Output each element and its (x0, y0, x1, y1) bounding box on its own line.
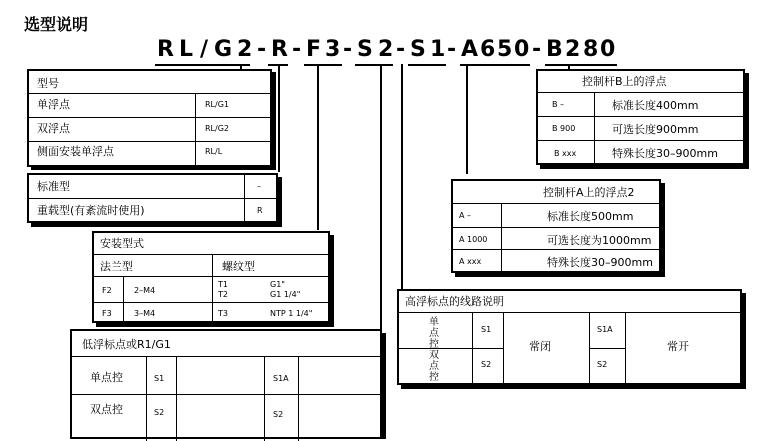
rod-b-desc: 可选长度900mm (612, 123, 699, 136)
code-char: 2 (237, 37, 253, 62)
low-c2: S2 (273, 410, 284, 419)
code-char: 5 (497, 37, 513, 62)
code-char: - (532, 37, 542, 62)
code-char: - (257, 37, 267, 62)
rod-b-desc: 标准长度400mm (612, 99, 699, 112)
high-s1a: S1A (597, 325, 613, 334)
high-s1: S1 (481, 325, 492, 334)
model-row-code: RL/L (205, 147, 223, 156)
code-char: R (271, 37, 288, 62)
thread-header: 螺纹型 (222, 260, 255, 273)
rod-b-header: 控制杆B上的浮点 (582, 75, 667, 88)
code-char: 3 (325, 37, 341, 62)
code-char: G (214, 37, 233, 62)
rod-b-desc: 特殊长度30–900mm (612, 147, 718, 160)
flange-code: F2 (102, 286, 112, 295)
code-char: 2 (378, 37, 394, 62)
type-row-code: R (257, 206, 263, 215)
code-char: - (396, 37, 406, 62)
model-row-label: 侧面安装单浮点 (37, 145, 114, 158)
high-single-label: 单点控 (429, 317, 439, 350)
model-row-code: RL/G2 (205, 124, 229, 133)
code-char: 0 (514, 37, 530, 62)
code-char: 2 (565, 37, 581, 62)
code-char: L (179, 37, 194, 62)
high-nc: 常闭 (529, 340, 551, 353)
thread-value: G1" G1 1/4" (270, 280, 301, 299)
low-row-label: 单点控 (90, 371, 123, 384)
flange-value: 3–M4 (134, 309, 156, 318)
thread-code: T1 T2 (218, 280, 228, 299)
rod-a-desc: 标准长度500mm (547, 210, 634, 223)
code-char: B (546, 37, 563, 62)
page-title: 选型说明 (24, 15, 89, 34)
rod-a-header: 控制杆A上的浮点2 (543, 186, 635, 199)
rod-a-code: A – (459, 211, 472, 220)
thread-value: NTP 1 1/4" (270, 309, 313, 318)
code-char: 0 (600, 37, 616, 62)
flange-header: 法兰型 (100, 260, 133, 273)
code-char: 6 (480, 37, 496, 62)
rod-a-desc: 可选长度为1000mm (547, 234, 652, 247)
code-char: - (343, 37, 353, 62)
low-table-header: 低浮标点或R1/G1 (82, 338, 171, 351)
rod-a-desc: 特殊长度30–900mm (547, 256, 653, 269)
low-c1: S1 (154, 374, 165, 383)
high-s2: S2 (481, 360, 492, 369)
code-char: A (461, 37, 479, 62)
type-row-code: – (257, 182, 261, 191)
rod-b-code: B – (552, 100, 565, 109)
model-row-label: 双浮点 (37, 122, 70, 135)
code-char: - (292, 37, 302, 62)
low-row-label: 双点控 (90, 403, 123, 416)
code-char: 8 (583, 37, 599, 62)
high-no: 常开 (667, 340, 689, 353)
model-table-header: 型号 (37, 77, 59, 90)
flange-code: F3 (102, 309, 112, 318)
code-char: R (157, 37, 174, 62)
code-char: - (447, 37, 457, 62)
type-row-label: 重载型(有紊流时使用) (37, 204, 145, 217)
install-table-header: 安装型式 (100, 237, 144, 250)
rod-a-code: A 1000 (459, 235, 488, 244)
rod-a-code: A xxx (459, 257, 482, 266)
high-s2b: S2 (597, 360, 608, 369)
rod-b-code: B 900 (552, 124, 576, 133)
high-table-header: 高浮标点的线路说明 (405, 295, 504, 308)
code-char: / (200, 37, 209, 62)
code-char: 1 (430, 37, 446, 62)
code-char: S (357, 37, 373, 62)
low-c2: S1A (273, 374, 289, 383)
flange-value: 2–M4 (134, 286, 156, 295)
low-c1: S2 (154, 408, 165, 417)
code-char: F (306, 37, 322, 62)
model-row-code: RL/G1 (205, 100, 229, 109)
high-double-label: 双点控 (429, 350, 439, 383)
model-row-label: 单浮点 (37, 98, 70, 111)
code-char: S (410, 37, 426, 62)
thread-code: T3 (218, 309, 228, 318)
rod-b-code: B xxx (554, 149, 577, 158)
type-row-label: 标准型 (37, 180, 70, 193)
